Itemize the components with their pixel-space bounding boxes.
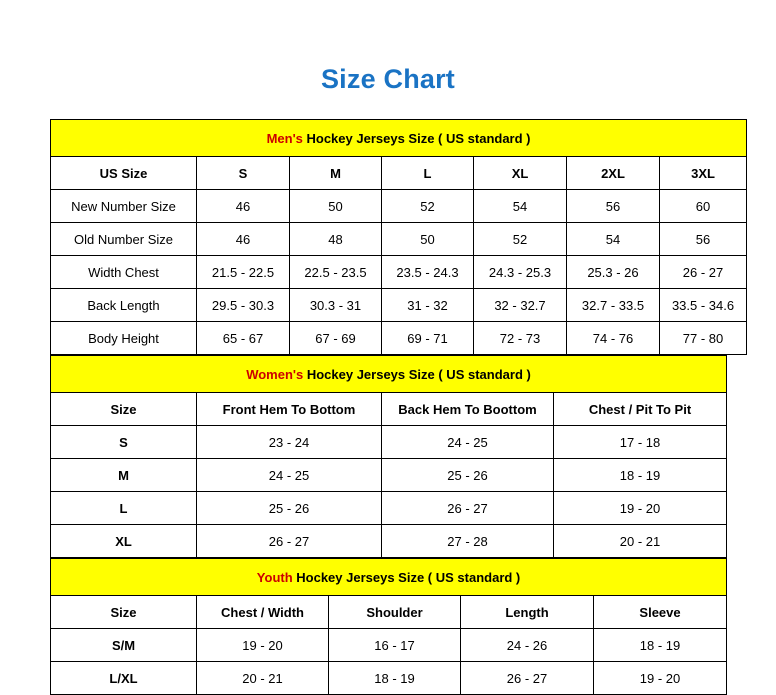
mens-row-0-value-1: 50: [290, 190, 382, 223]
mens-row-4-value-0: 65 - 67: [197, 322, 290, 355]
mens-row-4-label: Body Height: [51, 322, 197, 355]
womens-section-header-row: [51, 356, 727, 393]
youth-col-head-0: Size: [51, 596, 197, 629]
mens-row-1-value-5: 56: [660, 223, 747, 256]
womens-row-0-value-2: 17 - 18: [554, 426, 727, 459]
mens-col-head-5: 2XL: [567, 157, 660, 190]
womens-section-header-rest: Hockey Jerseys Size ( US standard ): [303, 366, 531, 382]
womens-row-0-value-1: 24 - 25: [382, 426, 554, 459]
mens-row-3-value-2: 31 - 32: [382, 289, 474, 322]
mens-row-4-value-2: 69 - 71: [382, 322, 474, 355]
table-row: [51, 223, 747, 256]
table-row: [51, 190, 747, 223]
size-chart-container: [50, 95, 735, 695]
womens-row-3-value-2: 20 - 21: [554, 525, 727, 558]
womens-row-2-value-2: 19 - 20: [554, 492, 727, 525]
mens-row-2-value-4: 25.3 - 26: [567, 256, 660, 289]
mens-section-header-row: [51, 120, 747, 157]
mens-row-1-label: Old Number Size: [51, 223, 197, 256]
youth-column-header-row: [51, 596, 727, 629]
table-row: [51, 256, 747, 289]
womens-row-3-label: XL: [51, 525, 197, 558]
mens-col-head-4: XL: [474, 157, 567, 190]
womens-row-2-label: L: [51, 492, 197, 525]
youth-section-header-accent: Youth: [256, 569, 293, 585]
mens-row-1-value-1: 48: [290, 223, 382, 256]
mens-row-1-value-3: 52: [474, 223, 567, 256]
womens-row-3-value-0: 26 - 27: [197, 525, 382, 558]
table-row: [51, 525, 727, 558]
mens-section-header-rest: Hockey Jerseys Size ( US standard ): [302, 130, 531, 146]
womens-row-3-value-1: 27 - 28: [382, 525, 554, 558]
mens-column-header-row: [51, 157, 747, 190]
mens-row-0-value-4: 56: [567, 190, 660, 223]
womens-col-head-3: Chest / Pit To Pit: [554, 393, 727, 426]
mens-col-head-0: US Size: [51, 157, 197, 190]
mens-row-2-value-1: 22.5 - 23.5: [290, 256, 382, 289]
youth-row-0-value-1: 16 - 17: [329, 629, 461, 662]
mens-row-4-value-4: 74 - 76: [567, 322, 660, 355]
womens-section-header: [51, 356, 727, 393]
mens-row-0-value-5: 60: [660, 190, 747, 223]
youth-section-header-row: [51, 559, 727, 596]
youth-row-1-label: L/XL: [51, 662, 197, 695]
mens-size-table: [50, 119, 747, 355]
table-row: [51, 492, 727, 525]
youth-section-header: [51, 559, 727, 596]
mens-row-3-value-3: 32 - 32.7: [474, 289, 567, 322]
womens-row-1-value-2: 18 - 19: [554, 459, 727, 492]
table-row: [51, 459, 727, 492]
table-row: [51, 426, 727, 459]
mens-row-2-label: Width Chest: [51, 256, 197, 289]
mens-row-2-value-2: 23.5 - 24.3: [382, 256, 474, 289]
mens-row-3-value-5: 33.5 - 34.6: [660, 289, 747, 322]
mens-row-1-value-2: 50: [382, 223, 474, 256]
mens-row-0-value-0: 46: [197, 190, 290, 223]
youth-row-0-value-3: 18 - 19: [594, 629, 727, 662]
table-row: [51, 662, 727, 695]
womens-col-head-0: Size: [51, 393, 197, 426]
page-title: Size Chart: [320, 64, 456, 94]
youth-section-header-rest: Hockey Jerseys Size ( US standard ): [292, 569, 521, 585]
mens-section-header-accent: Men's: [266, 130, 303, 146]
womens-column-header-row: [51, 393, 727, 426]
mens-row-0-label: New Number Size: [51, 190, 197, 223]
mens-col-head-3: L: [382, 157, 474, 190]
youth-col-head-3: Length: [461, 596, 594, 629]
mens-col-head-6: 3XL: [660, 157, 747, 190]
womens-row-1-label: M: [51, 459, 197, 492]
youth-row-1-value-2: 26 - 27: [461, 662, 594, 695]
mens-section-header: [51, 120, 747, 157]
youth-row-1-value-1: 18 - 19: [329, 662, 461, 695]
womens-row-1-value-1: 25 - 26: [382, 459, 554, 492]
mens-row-3-value-4: 32.7 - 33.5: [567, 289, 660, 322]
youth-row-0-value-2: 24 - 26: [461, 629, 594, 662]
mens-row-3-value-0: 29.5 - 30.3: [197, 289, 290, 322]
womens-row-2-value-0: 25 - 26: [197, 492, 382, 525]
mens-row-0-value-3: 54: [474, 190, 567, 223]
mens-row-0-value-2: 52: [382, 190, 474, 223]
youth-col-head-2: Shoulder: [329, 596, 461, 629]
table-row: [51, 289, 747, 322]
womens-section-header-accent: Women's: [246, 366, 304, 382]
womens-row-2-value-1: 26 - 27: [382, 492, 554, 525]
mens-row-1-value-0: 46: [197, 223, 290, 256]
youth-row-1-value-0: 20 - 21: [197, 662, 329, 695]
mens-row-2-value-3: 24.3 - 25.3: [474, 256, 567, 289]
mens-row-4-value-5: 77 - 80: [660, 322, 747, 355]
youth-col-head-1: Chest / Width: [197, 596, 329, 629]
mens-row-4-value-3: 72 - 73: [474, 322, 567, 355]
womens-col-head-2: Back Hem To Boottom: [382, 393, 554, 426]
youth-col-head-4: Sleeve: [594, 596, 727, 629]
youth-row-0-label: S/M: [51, 629, 197, 662]
mens-col-head-1: S: [197, 157, 290, 190]
womens-row-0-value-0: 23 - 24: [197, 426, 382, 459]
mens-row-3-value-1: 30.3 - 31: [290, 289, 382, 322]
youth-row-0-value-0: 19 - 20: [197, 629, 329, 662]
womens-col-head-1: Front Hem To Bottom: [197, 393, 382, 426]
womens-size-table: [50, 355, 727, 558]
mens-col-head-2: M: [290, 157, 382, 190]
table-row: [51, 322, 747, 355]
mens-row-2-value-0: 21.5 - 22.5: [197, 256, 290, 289]
womens-row-1-value-0: 24 - 25: [197, 459, 382, 492]
youth-row-1-value-3: 19 - 20: [594, 662, 727, 695]
mens-row-3-label: Back Length: [51, 289, 197, 322]
mens-row-2-value-5: 26 - 27: [660, 256, 747, 289]
youth-size-table: [50, 558, 727, 695]
womens-row-0-label: S: [51, 426, 197, 459]
mens-row-4-value-1: 67 - 69: [290, 322, 382, 355]
table-row: [51, 629, 727, 662]
mens-row-1-value-4: 54: [567, 223, 660, 256]
